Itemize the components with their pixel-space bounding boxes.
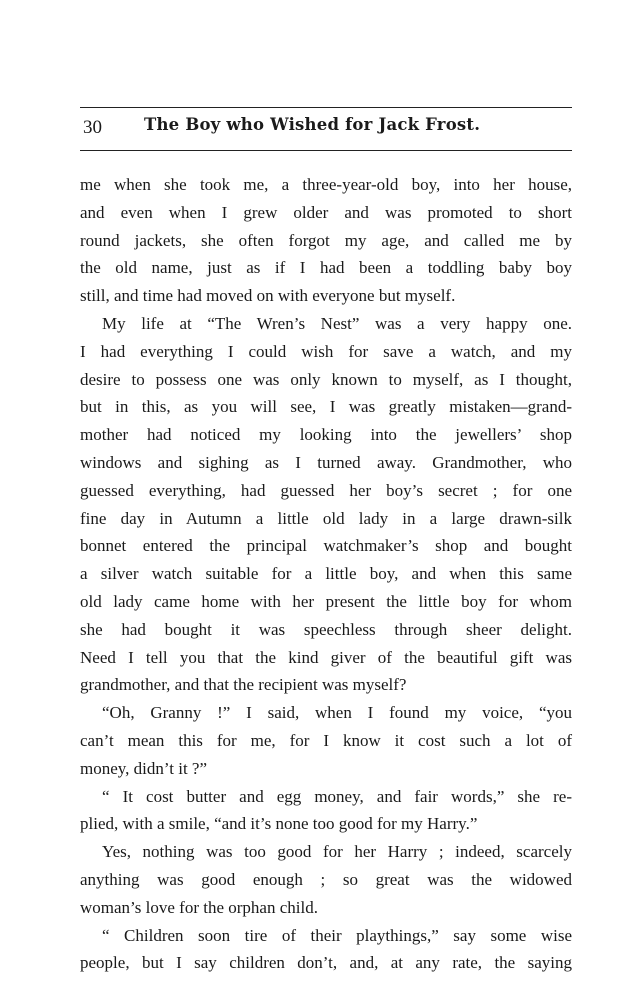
text-line: Yes, nothing was too good for her Harry ; indeed, scarcely — [102, 842, 572, 862]
running-title: The Boy who Wished for Jack Frost. — [144, 115, 481, 134]
text-line: guessed everything, had guessed her boy’s secret ; for one — [80, 480, 572, 500]
text-line: she had bought it was speechless through sheer delight. — [80, 619, 572, 639]
body-text — [80, 171, 572, 977]
text-line: still, and time had moved on with everyone but myself. — [80, 286, 456, 306]
text-line: woman’s love for the orphan child. — [80, 897, 318, 917]
text-line: can’t mean this for me, for I know it cost such a lot of — [80, 730, 572, 750]
text-line: but in this, as you will see, I was greatly mistaken—grand- — [80, 397, 572, 417]
text-line: anything was good enough ; so great was the widowed — [80, 869, 572, 889]
page-number: 30 — [83, 117, 102, 138]
text-line: “ Children soon tire of their playthings,” say some wise — [102, 925, 572, 945]
text-line: fine day in Autumn a little old lady in a large drawn-silk — [80, 508, 572, 528]
text-line: old lady came home with her present the little boy for whom — [80, 591, 572, 611]
text-line: “Oh, Granny !” I said, when I found my voice, “you — [102, 703, 572, 723]
text-line: Need I tell you that the kind giver of the beautiful gift was — [80, 647, 572, 667]
text-line: people, but I say children don’t, and, at any rate, the saying — [80, 953, 572, 973]
text-line: grandmother, and that the recipient was myself? — [80, 675, 407, 695]
text-line: I had everything I could wish for save a watch, and my — [80, 341, 572, 361]
text-line: a silver watch suitable for a little boy, and when this same — [80, 564, 572, 584]
text-line: round jackets, she often forgot my age, and called me by — [80, 230, 572, 250]
text-line: money, didn’t it ?” — [80, 758, 208, 778]
text-line: windows and sighing as I turned away. Grandmother, who — [80, 452, 572, 472]
text-line: My life at “The Wren’s Nest” was a very happy one. — [102, 313, 572, 333]
running-header — [80, 113, 572, 143]
header-rule-bottom — [80, 150, 572, 151]
text-line: “ It cost butter and egg money, and fair words,” she re- — [102, 786, 572, 806]
text-line: bonnet entered the principal watchmaker’s shop and bought — [80, 536, 572, 556]
header-rule-top — [80, 107, 572, 108]
text-line: and even when I grew older and was promoted to short — [80, 202, 572, 222]
text-line: plied, with a smile, “and it’s none too good for my Harry.” — [80, 814, 478, 834]
text-line: desire to possess one was only known to myself, as I thought, — [80, 369, 572, 389]
text-line: the old name, just as if I had been a toddling baby boy — [80, 258, 572, 278]
text-line: me when she took me, a three-year-old boy, into her house, — [80, 175, 572, 194]
text-line: mother had noticed my looking into the jewellers’ shop — [80, 425, 572, 445]
